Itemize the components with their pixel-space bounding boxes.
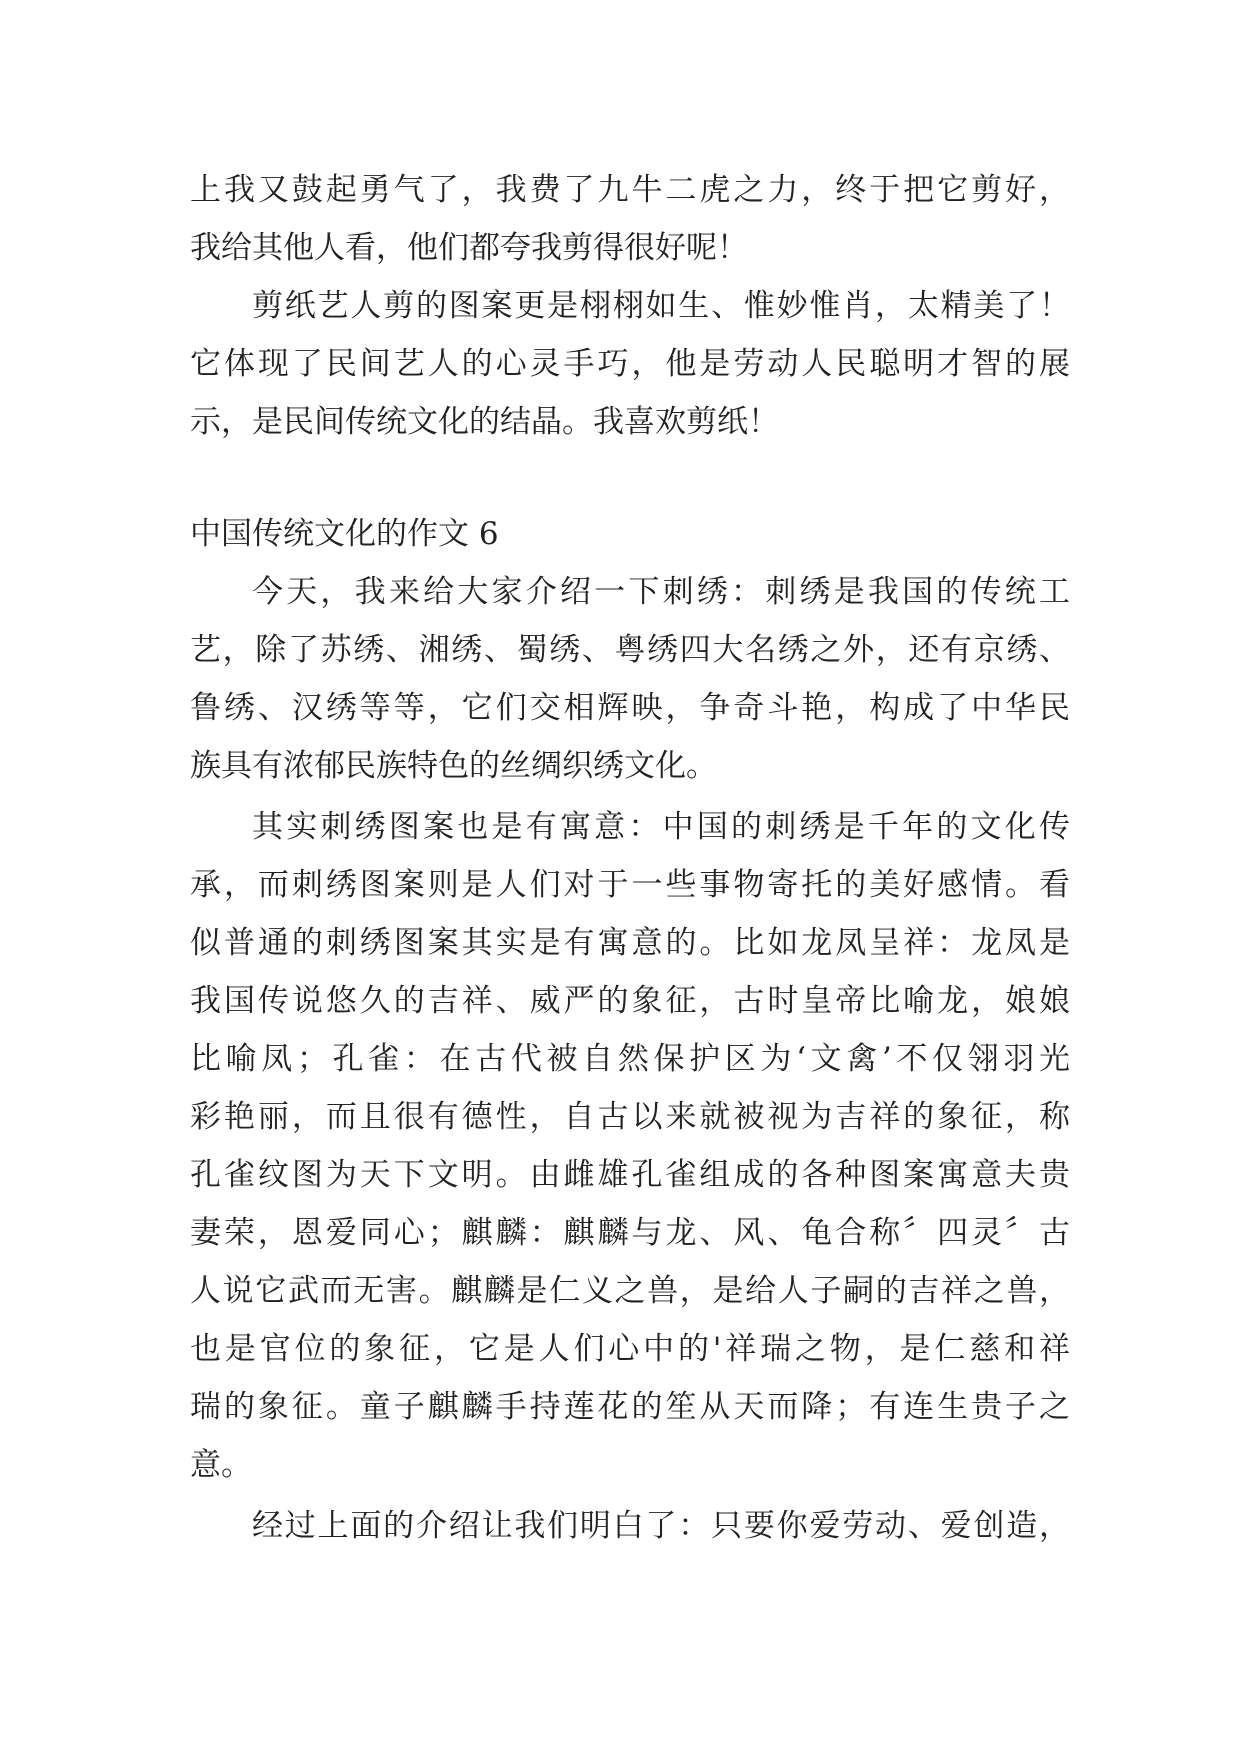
section-heading: 中国传统文化的作文 6 xyxy=(190,516,499,552)
paragraph-line: 今天，我来给大家介绍一下刺绣：刺绣是我国的传统工 xyxy=(252,574,1070,610)
paragraph-line: 经过上面的介绍让我们明白了：只要你爱劳动、爱创造， xyxy=(252,1508,1070,1544)
paragraph-line: 它体现了民间艺人的心灵手巧，他是劳动人民聪明才智的展 xyxy=(190,346,1070,382)
paragraph-line: 剪纸艺人剪的图案更是栩栩如生、惟妙惟肖，太精美了！ xyxy=(252,288,1070,324)
paragraph-line: 承，而刺绣图案则是人们对于一些事物寄托的美好感情。看 xyxy=(190,867,1070,903)
paragraph-line: 其实刺绣图案也是有寓意：中国的刺绣是千年的文化传 xyxy=(252,809,1070,845)
paragraph-line: 瑞的象征。童子麒麟手持莲花的笙从天而降；有连生贵子之 xyxy=(190,1389,1070,1425)
paragraph-line: 妻荣，恩爱同心；麒麟：麒麟与龙、风、龟合称〞四灵〞古 xyxy=(190,1215,1070,1251)
paragraph-line: 人说它武而无害。麒麟是仁义之兽，是给人子嗣的吉祥之兽， xyxy=(190,1273,1070,1309)
paragraph-line: 彩艳丽，而且很有德性，自古以来就被视为吉祥的象征，称 xyxy=(190,1099,1070,1135)
paragraph-line: 上我又鼓起勇气了，我费了九牛二虎之力，终于把它剪好， xyxy=(190,172,1070,208)
paragraph-line: 我国传说悠久的吉祥、威严的象征，古时皇帝比喻龙，娘娘 xyxy=(190,983,1070,1019)
paragraph-line: 艺，除了苏绣、湘绣、蜀绣、粤绣四大名绣之外，还有京绣、 xyxy=(190,632,1070,668)
paragraph-line: 鲁绣、汉绣等等，它们交相辉映，争奇斗艳，构成了中华民 xyxy=(190,690,1070,726)
paragraph-line: 族具有浓郁民族特色的丝绸织绣文化。 xyxy=(190,748,717,784)
paragraph-line: 也是官位的象征，它是人们心中的'祥瑞之物，是仁慈和祥 xyxy=(190,1331,1070,1367)
paragraph-line: 我给其他人看，他们都夸我剪得很好呢！ xyxy=(190,230,748,266)
paragraph-line: 孔雀纹图为天下文明。由雌雄孔雀组成的各种图案寓意夫贵 xyxy=(190,1157,1070,1193)
paragraph-line: 比喻凤；孔雀：在古代被自然保护区为‘文禽’不仅翎羽光 xyxy=(190,1041,1070,1077)
paragraph-line: 似普通的刺绣图案其实是有寓意的。比如龙凤呈祥：龙凤是 xyxy=(190,925,1070,961)
paragraph-line: 意。 xyxy=(190,1447,252,1483)
paragraph-line: 示，是民间传统文化的结晶。我喜欢剪纸！ xyxy=(190,404,779,440)
